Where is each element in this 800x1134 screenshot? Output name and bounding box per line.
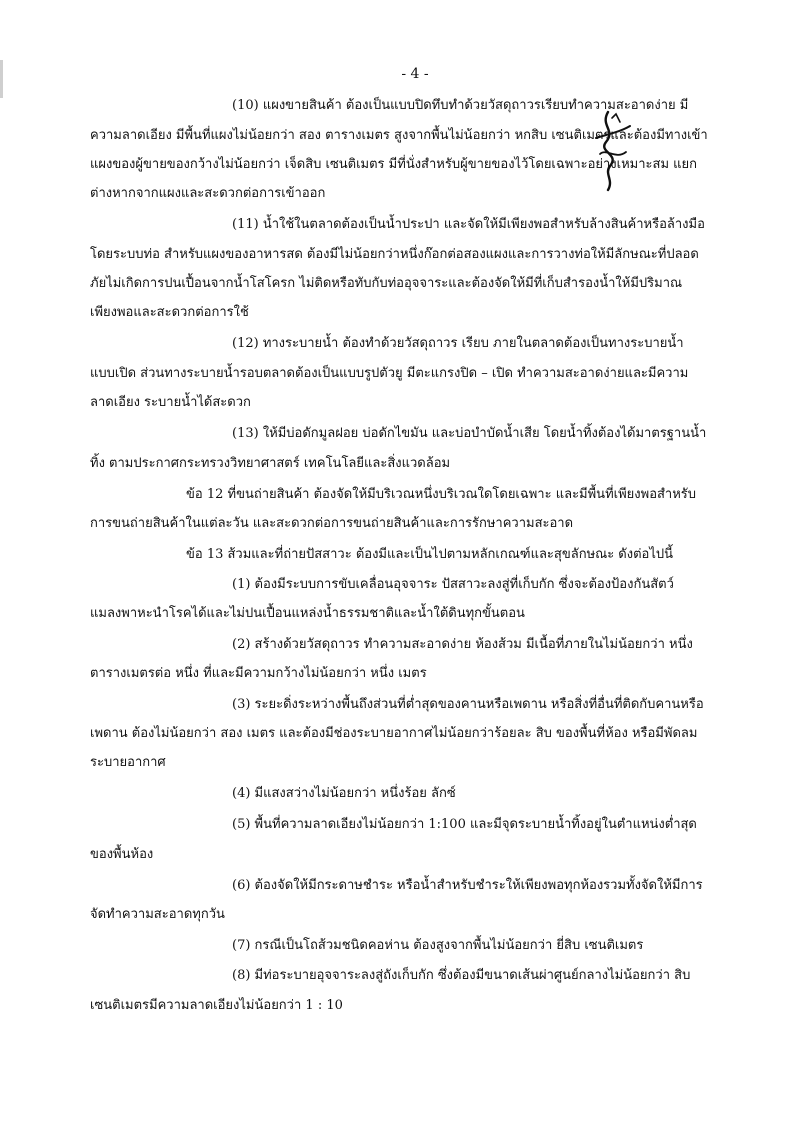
article-12-line-2: การขนถ่ายสินค้าในแต่ละวัน และสะดวกต่อการขนถ่ายสินค้าและการรักษาความสะอาด <box>90 516 574 531</box>
article-13-heading: ข้อ 13 ส้วมและที่ถ่ายปัสสาวะ ต้องมีและเป็นไปตามหลักเกณฑ์และสุขลักษณะ ดังต่อไปนี้ <box>186 547 674 562</box>
item-3-line-2: เพดาน ต้องไม่น้อยกว่า สอง เมตร และต้องมีช่องระบายอากาศไม่น้อยกว่าร้อยละ สิบ ของพื้นที่ห้อง หรือมีพัดลม <box>90 726 698 741</box>
item-5-line-2: ของพื้นห้อง <box>90 847 154 862</box>
clause-10-line-3: แผงของผู้ขายของกว้างไม่น้อยกว่า เจ็ดสิบ เซนติเมตร มีที่นั่งสำหรับผู้ขายของไว้โดยเฉพาะอย่างเหมาะสม แยก <box>90 157 698 172</box>
clause-12-line-3: ลาดเอียง ระบายน้ำได้สะดวก <box>90 395 251 410</box>
item-7-line-1: (7) กรณีเป็นโถส้วมชนิดคอห่าน ต้องสูงจากพื้นไม่น้อยกว่า ยี่สิบ เซนติเมตร <box>232 938 644 953</box>
item-8-line-2: เซนติเมตรมีความลาดเอียงไม่น้อยกว่า 1 : 10 <box>90 998 343 1013</box>
handwritten-initial-signature <box>586 108 636 194</box>
item-6-line-1: (6) ต้องจัดให้มีกระดาษชำระ หรือน้ำสำหรับชำระให้เพียงพอทุกห้องรวมทั้งจัดให้มีการ <box>232 878 703 893</box>
item-3-line-3: ระบายอากาศ <box>90 755 166 770</box>
item-8-line-1: (8) มีท่อระบายอุจจาระลงสู่ถังเก็บกัก ซึ่งต้องมีขนาดเส้นผ่าศูนย์กลางไม่น้อยกว่า สิบ <box>232 968 691 983</box>
clause-11-line-2: โดยระบบท่อ สำหรับแผงของอาหารสด ต้องมีไม่น้อยกว่าหนึ่งก๊อกต่อสองแผงและการวางท่อให้มีลักษณะที่ปลอด <box>90 247 699 262</box>
clause-10-line-2: ความลาดเอียง มีพื้นที่แผงไม่น้อยกว่า สอง ตารางเมตร สูงจากพื้นไม่น้อยกว่า หกสิบ เซนติเมตรและต้องมีทางเข้า <box>90 128 708 143</box>
clause-10-line-1: (10) แผงขายสินค้า ต้องเป็นแบบปิดทึบทำด้วยวัสดุถาวรเรียบทำความสะอาดง่าย มี <box>232 98 689 113</box>
clause-12-line-1: (12) ทางระบายน้ำ ต้องทำด้วยวัสดุถาวร เรียบ ภายในตลาดต้องเป็นทางระบายน้ำ <box>232 336 684 351</box>
item-4-line-1: (4) มีแสงสว่างไม่น้อยกว่า หนึ่งร้อย ลักซ์ <box>232 786 456 801</box>
article-12-line-1: ข้อ 12 ที่ขนถ่ายสินค้า ต้องจัดให้มีบริเวณหนึ่งบริเวณใดโดยเฉพาะ และมีพื้นที่เพียงพอสำหรับ <box>186 487 697 502</box>
page-number: - 4 - <box>401 66 429 82</box>
clause-13-line-1: (13) ให้มีบ่อดักมูลฝอย บ่อดักไขมัน และบ่อบำบัดน้ำเสีย โดยน้ำทิ้งต้องได้มาตรฐานน้ำ <box>232 426 707 441</box>
clause-10-line-4: ต่างหากจากแผงและสะดวกต่อการเข้าออก <box>90 186 326 201</box>
item-1-line-2: แมลงพาหะนำโรคได้และไม่ปนเปื้อนแหล่งน้ำธรรมชาติและน้ำใต้ดินทุกขั้นตอน <box>90 606 525 621</box>
item-2-line-1: (2) สร้างด้วยวัสดุถาวร ทำความสะอาดง่าย ห้องส้วม มีเนื้อที่ภายในไม่น้อยกว่า หนึ่ง <box>232 637 693 652</box>
item-5-line-1: (5) พื้นที่ความลาดเอียงไม่น้อยกว่า 1:100 และมีจุดระบายน้ำทิ้งอยู่ในตำแหน่งต่ำสุด <box>232 817 697 832</box>
clause-11-line-1: (11) น้ำใช้ในตลาดต้องเป็นน้ำประปา และจัดให้มีเพียงพอสำหรับล้างสินค้าหรือล้างมือ <box>232 217 705 232</box>
item-3-line-1: (3) ระยะดิ่งระหว่างพื้นถึงส่วนที่ต่ำสุดของคานหรือเพดาน หรือสิ่งที่อื่นที่ติดกับคานหรือ <box>232 697 704 712</box>
item-1-line-1: (1) ต้องมีระบบการขับเคลื่อนอุจจาระ ปัสสาวะลงสู่ที่เก็บกัก ซึ่งจะต้องป้องกันสัตว์ <box>232 577 674 592</box>
clause-12-line-2: แบบเปิด ส่วนทางระบายน้ำรอบตลาดต้องเป็นแบบรูปตัวยู มีตะแกรงปิด – เปิด ทำความสะอาดง่ายและมีความ <box>90 366 689 381</box>
item-6-line-2: จัดทำความสะอาดทุกวัน <box>90 907 225 922</box>
clause-11-line-4: เพียงพอและสะดวกต่อการใช้ <box>90 305 249 320</box>
clause-11-line-3: ภัยไม่เกิดการปนเปื้อนจากน้ำโสโครก ไม่ติดหรือทับกับท่ออุจจาระและต้องจัดให้มีที่เก็บสำรองน้ำให้มีปริมาณ <box>90 276 683 291</box>
item-2-line-2: ตารางเมตรต่อ หนึ่ง ที่และมีความกว้างไม่น้อยกว่า หนึ่ง เมตร <box>90 666 427 681</box>
clause-13-line-2: ทิ้ง ตามประกาศกระทรวงวิทยาศาสตร์ เทคโนโลยีและสิ่งแวดล้อม <box>90 456 451 471</box>
